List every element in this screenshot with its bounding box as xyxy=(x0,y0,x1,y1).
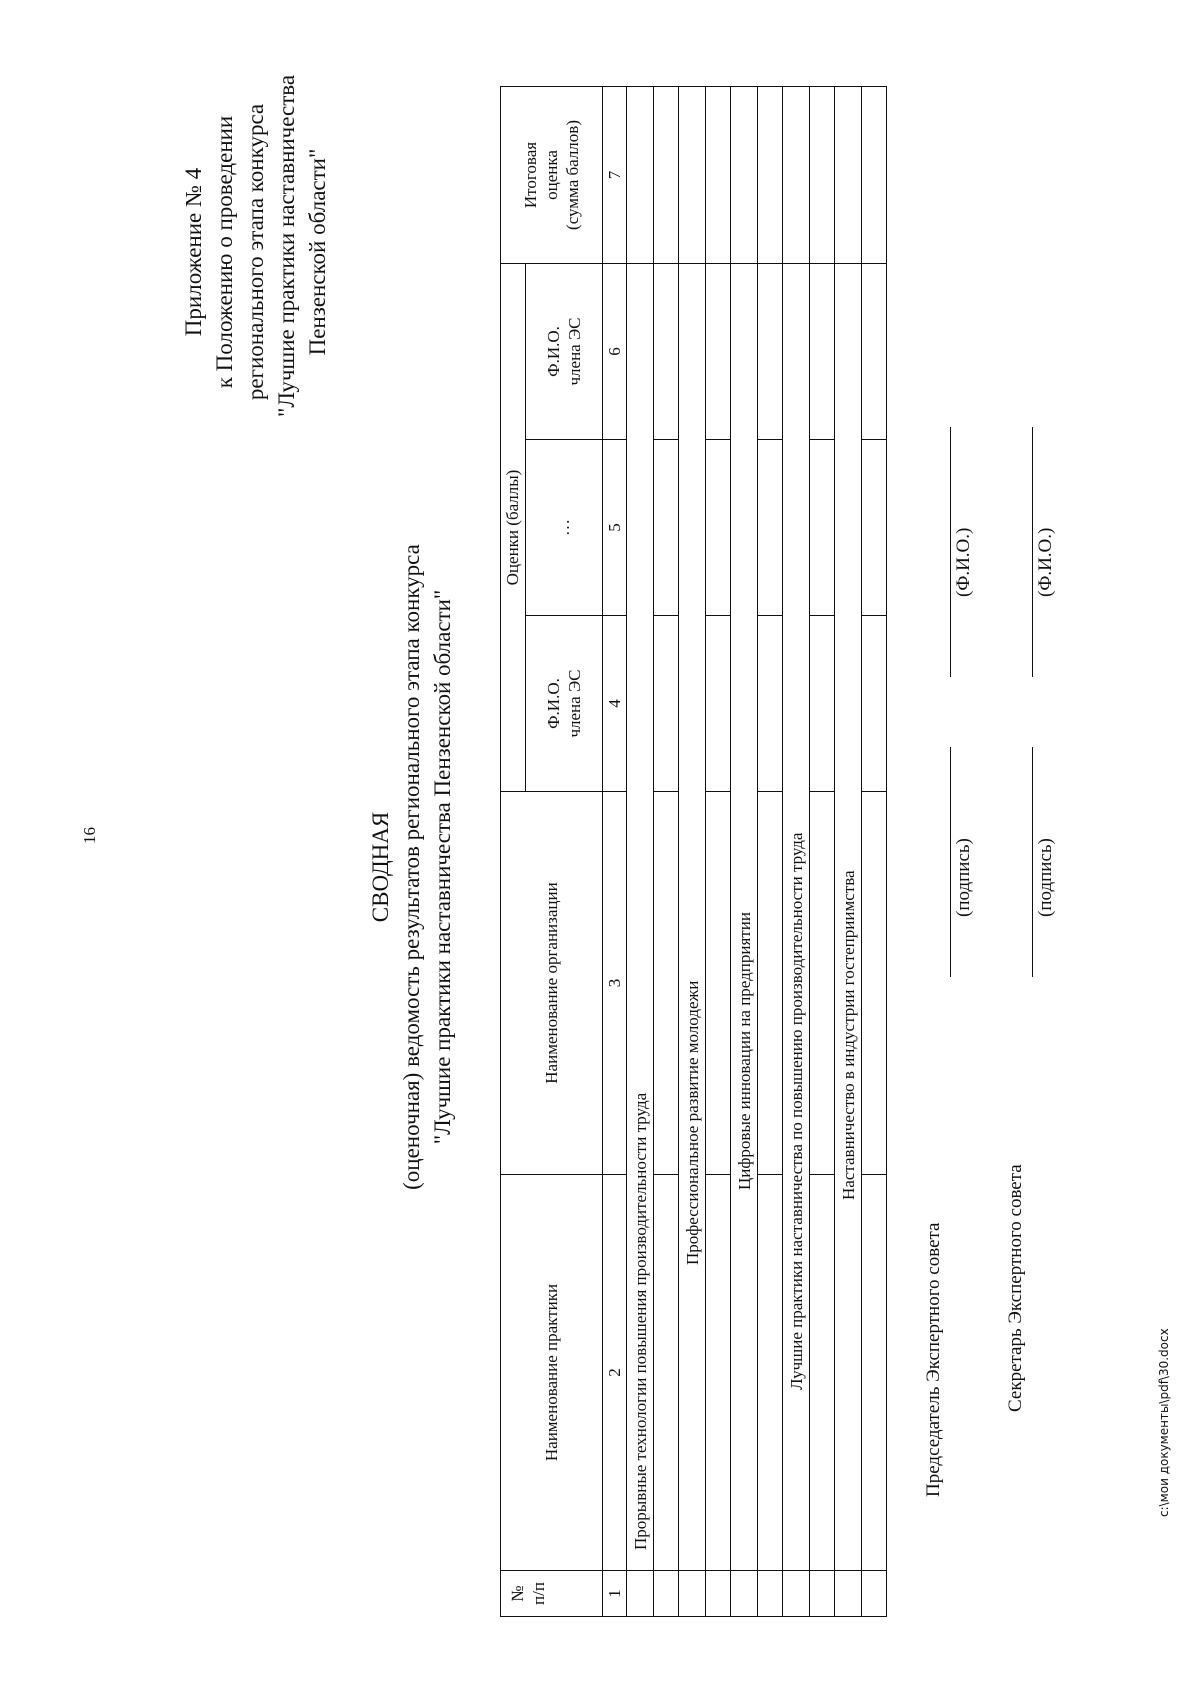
appendix-line: к Положению о проведении xyxy=(212,115,237,389)
chair-name-line xyxy=(950,427,951,677)
section-title: Лучшие практики наставничества по повышению производительности труда xyxy=(783,263,810,1570)
column-number: 7 xyxy=(603,86,627,263)
column-number: 3 xyxy=(603,792,627,1175)
header-scores: Оценки (баллы) xyxy=(501,263,526,791)
secretary-name-line xyxy=(1032,427,1033,677)
appendix-line: регионального этапа конкурса xyxy=(243,103,268,401)
section-title: Прорывные технологии повышения производительности труда xyxy=(627,263,654,1570)
secretary-signature-line xyxy=(1032,747,1033,977)
section-row xyxy=(835,86,862,1616)
page-number: 16 xyxy=(80,827,99,844)
chair-label: Председатель Экспертного совета xyxy=(923,1222,944,1497)
appendix-line: "Лучшие практики наставничества xyxy=(274,74,299,417)
header-ellipsis: … xyxy=(525,440,602,616)
section-row xyxy=(731,86,758,1616)
title-line: "Лучшие практики наставничества Пензенской области" xyxy=(430,589,455,1145)
section-row xyxy=(627,86,654,1616)
column-number: 4 xyxy=(603,616,627,792)
section-title: Цифровые инновации на предприятии xyxy=(731,263,758,1570)
section-row xyxy=(783,86,810,1616)
appendix-line: Приложение № 4 xyxy=(181,167,206,337)
title-heading: СВОДНАЯ xyxy=(368,811,393,923)
file-path-footer: c:\мои документы\pdf\30.docx xyxy=(1157,1328,1171,1517)
table-header-row xyxy=(501,86,526,1616)
table-row xyxy=(654,86,679,1616)
chair-name-caption: (Ф.И.О.) xyxy=(953,527,974,597)
summary-table xyxy=(500,86,887,1617)
section-title: Профессиональное развитие молодежи xyxy=(679,263,706,1570)
column-number: 5 xyxy=(603,440,627,616)
column-number-row xyxy=(603,86,627,1616)
appendix-line: Пензенской области" xyxy=(305,148,330,356)
secretary-signature-caption: (подпись) xyxy=(1035,838,1056,917)
header-organization-name: Наименование организации xyxy=(501,792,603,1175)
appendix-header xyxy=(178,74,333,417)
secretary-label: Секретарь Экспертного совета xyxy=(1005,1164,1026,1412)
title-line: (оценочная) ведомость результатов регионального этапа конкурса xyxy=(399,544,424,1190)
header-number: № п/п xyxy=(501,1571,603,1617)
table-row xyxy=(706,86,731,1616)
table-row xyxy=(758,86,783,1616)
column-number: 2 xyxy=(603,1175,627,1571)
chair-signature-caption: (подпись) xyxy=(953,838,974,917)
table-row xyxy=(862,86,887,1616)
section-title: Наставничество в индустрии гостеприимства xyxy=(835,263,862,1570)
table-row xyxy=(810,86,835,1616)
document-title xyxy=(365,217,458,1517)
header-expert-member-a: Ф.И.О. члена ЭС xyxy=(525,616,602,792)
header-practice-name: Наименование практики xyxy=(501,1175,603,1571)
header-total-score: Итоговая оценка (сумма баллов) xyxy=(501,86,603,263)
header-expert-member-b: Ф.И.О. члена ЭС xyxy=(525,263,602,439)
column-number: 1 xyxy=(603,1571,627,1617)
column-number: 6 xyxy=(603,263,627,439)
chair-signature-line xyxy=(950,747,951,977)
secretary-name-caption: (Ф.И.О.) xyxy=(1035,527,1056,597)
section-row xyxy=(679,86,706,1616)
